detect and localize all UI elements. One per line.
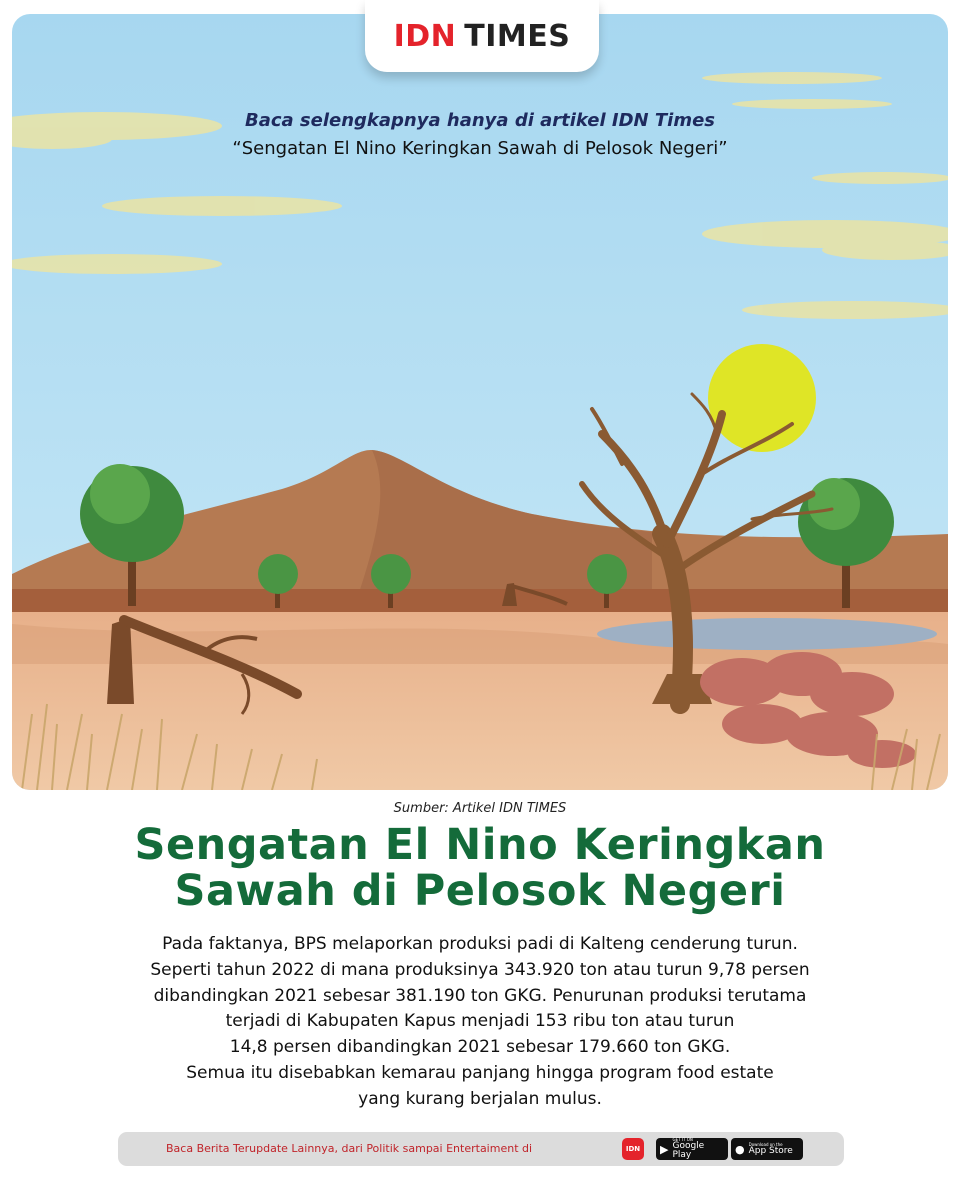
- body-line: dibandingkan 2021 sebesar 381.190 ton GKG. Penurunan produksi terutama: [153, 985, 807, 1006]
- body-line: Semua itu disebabkan kemarau panjang hingga program food estate: [186, 1062, 774, 1083]
- body-paragraph: [40, 932, 920, 1113]
- google-play-badge[interactable]: [656, 1138, 728, 1160]
- google-play-small-label: GET IT ON: [672, 1137, 693, 1142]
- body-line: Seperti tahun 2022 di mana produksinya 343.920 ton atau turun 9,78 persen: [150, 959, 810, 980]
- headline: [20, 822, 940, 914]
- app-store-small-label: Download on the: [748, 1141, 783, 1147]
- apple-icon: ●: [735, 1142, 745, 1156]
- logo-times: TIMES: [464, 18, 571, 54]
- app-store-label: App Store: [748, 1145, 793, 1156]
- headline-line-1: Sengatan El Nino Keringkan: [134, 820, 826, 870]
- body-line: 14,8 persen dibandingkan 2021 sebesar 179.660 ton GKG.: [229, 1037, 731, 1058]
- play-icon: ▶: [660, 1142, 669, 1156]
- dry-pond: [597, 618, 937, 650]
- body-line: terjadi di Kabupaten Kapus menjadi 153 ribu ton atau turun: [225, 1011, 735, 1032]
- brand-header-tab: [365, 0, 599, 72]
- sun-icon: [708, 344, 816, 452]
- logo-idn: IDN: [393, 18, 457, 54]
- idn-app-icon[interactable]: IDN: [622, 1138, 644, 1160]
- headline-line-2: Sawah di Pelosok Negeri: [174, 866, 786, 916]
- read-more-label: Baca selengkapnya hanya di artikel IDN Times: [244, 110, 716, 131]
- app-store-badge[interactable]: [731, 1138, 803, 1160]
- body-line: yang kurang berjalan mulus.: [358, 1088, 602, 1109]
- read-more-article-title: “Sengatan El Nino Keringkan Sawah di Pelosok Negeri”: [232, 138, 728, 159]
- body-line: Pada faktanya, BPS melaporkan produksi padi di Kalteng cenderung turun.: [162, 934, 798, 954]
- footer-banner: [118, 1132, 844, 1166]
- idn-times-logo[interactable]: [394, 19, 571, 54]
- google-play-label: Google Play: [672, 1141, 705, 1160]
- footer-text: Baca Berita Terupdate Lainnya, dari Politik sampai Entertaiment di: [166, 1142, 533, 1155]
- source-caption: Sumber: Artikel IDN TIMES: [393, 801, 567, 816]
